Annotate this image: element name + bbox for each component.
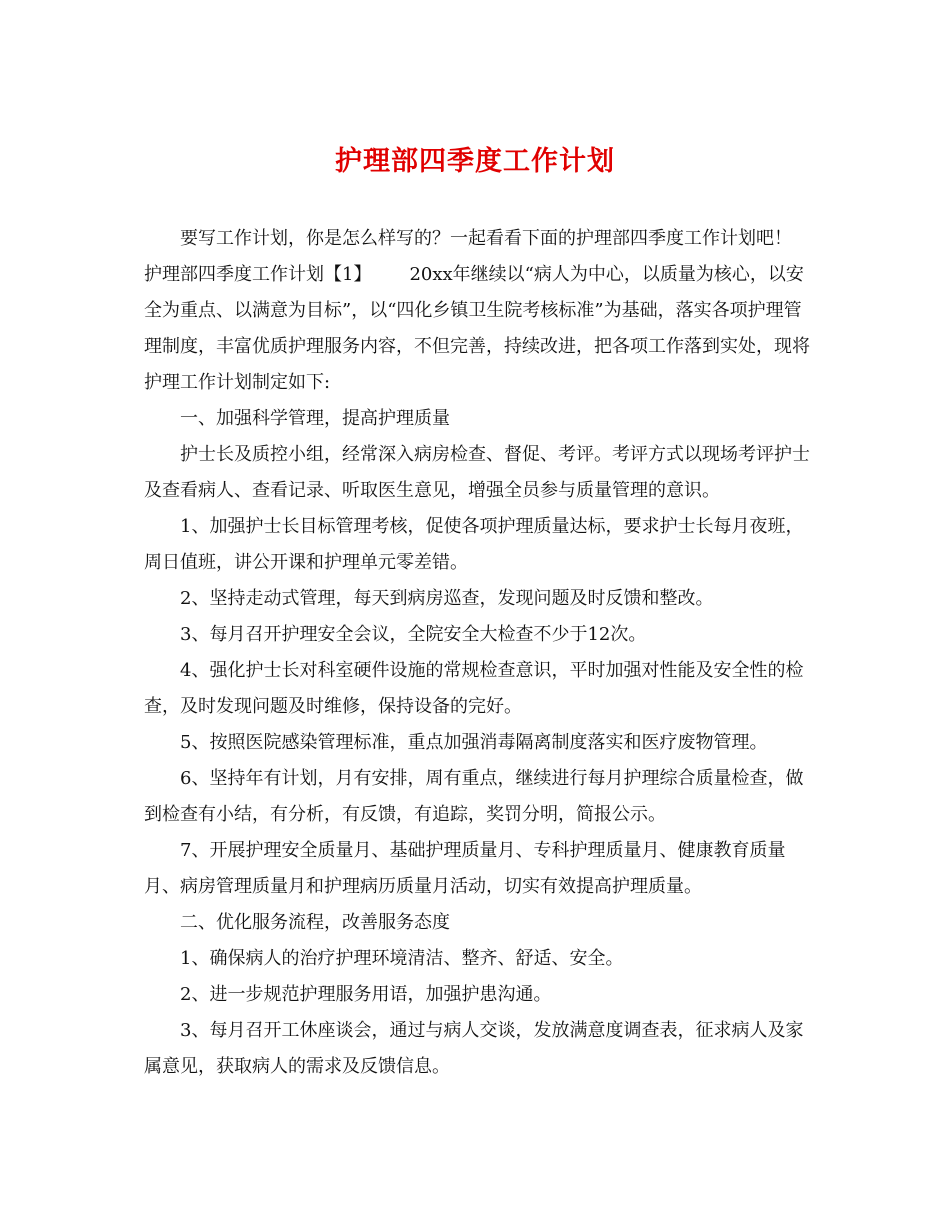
section-label: 护理部四季度工作计划【1】 bbox=[144, 264, 372, 285]
section-1-item: 1、加强护士长目标管理考核，促使各项护理质量达标，要求护士长每月夜班，周日值班，讲公开课和护理单元零差错。 bbox=[144, 516, 804, 573]
section-1-item: 6、坚持年有计划，月有安排，周有重点，继续进行每月护理综合质量检查，做到检查有小结，有分析，有反馈，有追踪，奖罚分明，简报公示。 bbox=[144, 768, 804, 825]
section-1-item: 2、坚持走动式管理，每天到病房巡查，发现问题及时反馈和整改。 bbox=[180, 588, 714, 609]
opening-text: 20xx年继续以“病人为中心，以质量为核心，以安全为重点、以满意为目标”，以“四化乡镇卫生院考核标准”为基础，落实各项护理管理制度，丰富优质护理服务内容，不但完善，持续改进，把各项工作落到实处，现将护理工作计划制定如下: bbox=[144, 264, 810, 393]
intro-paragraph: 要写工作计划，你是怎么样写的？一起看看下面的护理部四季度工作计划吧！ bbox=[180, 228, 792, 249]
document-title: 护理部四季度工作计划 bbox=[335, 146, 615, 177]
section-heading: 二、优化服务流程，改善服务态度 bbox=[180, 912, 450, 933]
opening-paragraph bbox=[144, 257, 812, 401]
section-1-item: 7、开展护理安全质量月、基础护理质量月、专科护理质量月、健康教育质量月、病房管理质量月和护理病历质量月活动，切实有效提高护理质量。 bbox=[144, 840, 786, 897]
section-2-item: 3、每月召开工休座谈会，通过与病人交谈，发放满意度调查表，征求病人及家属意见，获取病人的需求及反馈信息。 bbox=[144, 1020, 804, 1077]
section-heading: 一、加强科学管理，提高护理质量 bbox=[180, 408, 450, 429]
section-1-item: 5、按照医院感染管理标准，重点加强消毒隔离制度落实和医疗废物管理。 bbox=[180, 732, 768, 753]
section-2-item: 1、确保病人的治疗护理环境清洁、整齐、舒适、安全。 bbox=[180, 948, 624, 969]
document-body bbox=[144, 221, 812, 1085]
section-1-paragraph: 护士长及质控小组，经常深入病房检查、督促、考评。考评方式以现场考评护士及查看病人、查看记录、听取医生意见，增强全员参与质量管理的意识。 bbox=[144, 444, 810, 501]
section-1-item: 3、每月召开护理安全会议，全院安全大检查不少于12次。 bbox=[180, 624, 647, 645]
section-1-item: 4、强化护士长对科室硬件设施的常规检查意识，平时加强对性能及安全性的检查，及时发现问题及时维修，保持设备的完好。 bbox=[144, 660, 804, 717]
section-2-item: 2、进一步规范护理服务用语，加强护患沟通。 bbox=[180, 984, 552, 1005]
